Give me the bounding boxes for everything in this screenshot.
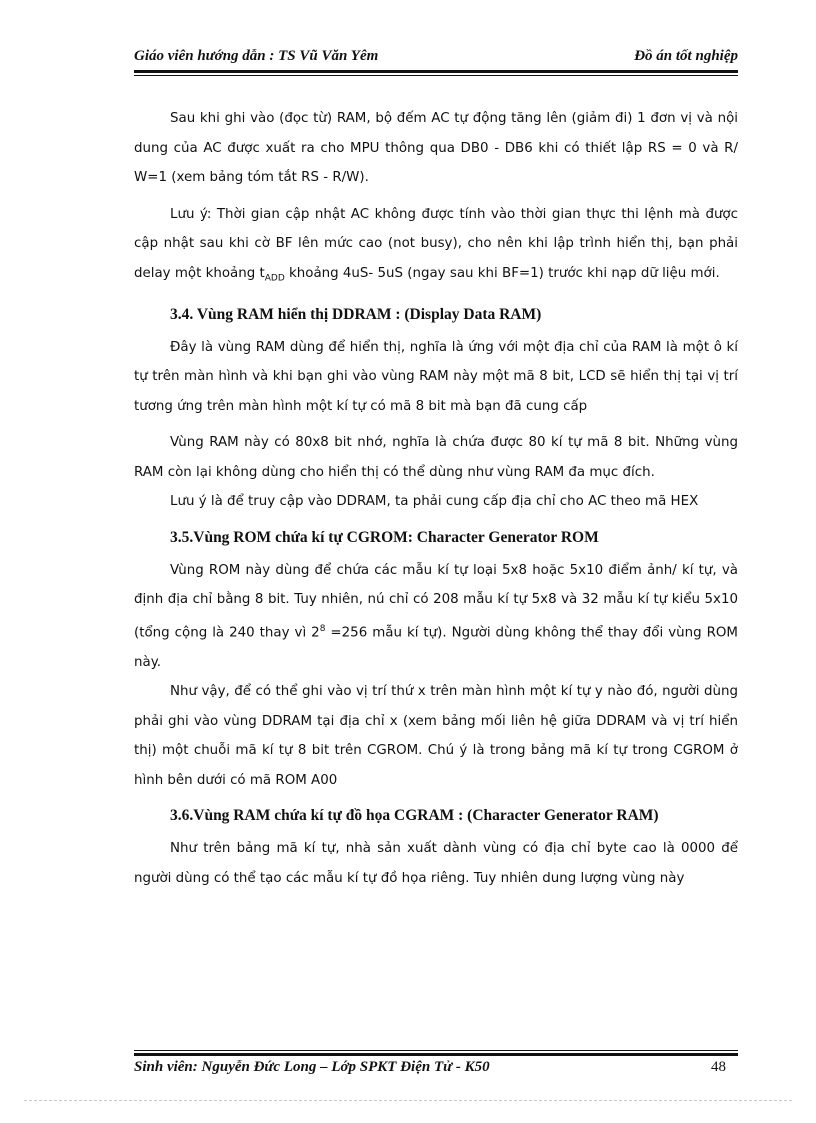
- document-body: [134, 104, 738, 900]
- paragraph-cgrom-usage: Như vậy, để có thể ghi vào vị trí thứ x trên màn hình một kí tự y nào đó, người dùng phải ghi vào vùng DDRAM tại địa chỉ x (xem bảng mối liên hệ giữa DDRAM và vị trí hiển thị) một chuỗi mã kí tự 8 bit trên CGROM. Chú ý là trong bảng mã kí tự trong CGROM ở hình bên dưới có mã ROM A00: [134, 684, 738, 788]
- heading-3-6-cgram: 3.6.Vùng RAM chứa kí tự đồ họa CGRAM : (Character Generator RAM): [170, 807, 659, 825]
- paragraph-ddram-size: Vùng RAM này có 80x8 bit nhớ, nghĩa là chứa được 80 kí tự mã 8 bit. Những vùng RAM còn lại không dùng cho hiển thị có thể dùng như vùng RAM đa mục đích.: [134, 435, 738, 480]
- page-number: 48: [711, 1059, 726, 1075]
- paragraph-ddram-desc: Đây là vùng RAM dùng để hiển thị, nghĩa là ứng với một địa chỉ của RAM là một ô kí tự trên màn hình và khi bạn ghi vào vùng RAM này một mã 8 bit, LCD sẽ hiển thị tại vị trí tương ứng trên màn hình một kí tự có mã 8 bit mà bạn đã cung cấp: [134, 339, 738, 414]
- page-bottom-dotted-line: [24, 1100, 792, 1101]
- header-rule-thin: [134, 75, 738, 76]
- paragraph-ac-update-note: Lưu ý: Thời gian cập nhật AC không được tính vào thời gian thực thi lệnh mà được cập nhật sau khi cờ BF lên mức cao (not busy), cho nên khi lập trình hiển thị, bạn phải delay một khoảng $t_{ADD}$ khoảng 4uS- 5uS (ngay sau khi BF=1) trước khi nạp dữ liệu mới.: [134, 206, 738, 284]
- paragraph-ac-counter: Sau khi ghi vào (đọc từ) RAM, bộ đếm AC tự động tăng lên (giảm đi) 1 đơn vị và nội dung của AC được xuất ra cho MPU thông qua DB0 - DB6 khi có thiết lập RS = 0 và R/ W=1 (xem bảng tóm tắt RS - R/W).: [134, 111, 738, 185]
- paragraph-cgram-desc: Như trên bảng mã kí tự, nhà sản xuất dành vùng có địa chỉ byte cao là 0000 để người dùng có thể tạo các mẫu kí tự đồ họa riêng. Tuy nhiên dung lượng vùng này: [134, 841, 738, 886]
- heading-3-5-cgrom: 3.5.Vùng ROM chứa kí tự CGROM: Character Generator ROM: [170, 528, 599, 546]
- paragraph-cgrom-desc: Vùng ROM này dùng để chứa các mẫu kí tự loại 5x8 hoặc 5x10 điểm ảnh/ kí tự, và định địa chỉ bằng 8 bit. Tuy nhiên, nú chỉ có 208 mẫu kí tự 5x8 và 32 mẫu kí tự kiểu 5x10 (tổng cộng là 240 thay vì $2^8 =256$ mẫu kí tự). Người dùng không thể thay đổi vùng ROM này.: [134, 562, 738, 670]
- footer-rule-thin: [134, 1050, 738, 1051]
- footer-student: Sinh viên: Nguyễn Đức Long – Lớp SPKT Điện Tử - K50: [134, 1059, 490, 1075]
- subscript-add: ADD: [264, 273, 285, 284]
- header-rule-thick: [134, 70, 738, 73]
- heading-3-4-ddram: 3.4. Vùng RAM hiển thị DDRAM : (Display Data RAM): [170, 305, 542, 323]
- footer-rule-thick: [134, 1053, 738, 1056]
- header-title: Đồ án tốt nghiệp: [634, 48, 738, 64]
- header-supervisor: Giáo viên hướng dẫn : TS Vũ Văn Yêm: [134, 48, 379, 64]
- paragraph-ddram-hex-note: Lưu ý là để truy cập vào DDRAM, ta phải cung cấp địa chỉ cho AC theo mã HEX: [170, 494, 699, 510]
- superscript-8: 8: [319, 623, 326, 634]
